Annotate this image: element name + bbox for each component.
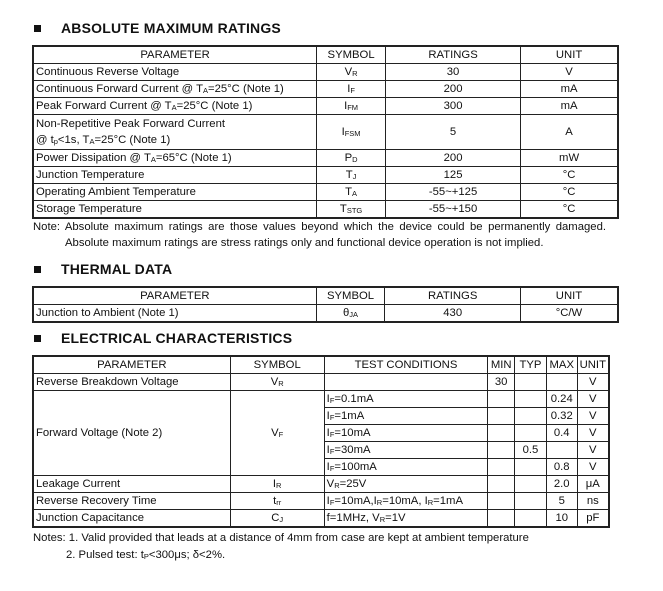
symbol-subscript: R [276,481,282,490]
unit-cell: pF [577,510,609,528]
typ-cell [515,408,547,425]
max-cell: 5 [546,493,577,510]
symbol-subscript: FSM [344,129,361,138]
min-cell [488,408,515,425]
param-cell: Reverse Breakdown Voltage [33,374,230,391]
typ-cell [515,459,547,476]
condition-text: =30mA [334,444,371,456]
param-text: @ t [36,134,54,146]
header-symbol: SYMBOL [230,356,324,374]
max-cell: 2.0 [546,476,577,493]
condition-subscript: F [329,396,335,405]
header-ratings: RATINGS [385,287,520,305]
absolute-maximum-ratings-table [32,45,619,219]
header-symbol: SYMBOL [317,46,386,64]
rating-cell: -55~+150 [385,201,520,219]
condition-cell [324,476,488,493]
symbol-text: I [344,100,348,112]
bullet-icon [34,335,41,342]
rating-cell: 200 [385,150,520,167]
unit-cell: V [577,374,609,391]
param-subscript: A [150,155,156,164]
condition-cell [324,459,488,476]
condition-subscript: R [379,515,386,524]
symbol-text: t [273,495,277,507]
max-cell [546,374,577,391]
header-min: MIN [488,356,515,374]
symbol-subscript: R [278,379,284,388]
condition-cell [324,408,488,425]
typ-cell [515,510,547,528]
param-cell [33,150,317,167]
unit-cell: V [577,459,609,476]
section-title-electrical-characteristics [34,330,292,346]
header-parameter: PARAMETER [33,287,316,305]
table-row [33,167,618,184]
symbol-cell [230,374,324,391]
param-cell [33,64,317,81]
param-cell [33,98,317,115]
symbol-cell [317,81,386,98]
condition-text: I [326,410,330,422]
symbol-cell [317,98,386,115]
unit-cell: V [521,64,618,81]
header-unit: UNIT [520,287,618,305]
unit-cell: mW [521,150,618,167]
bullet-icon [34,266,41,273]
condition-text: =1V [385,512,406,524]
min-cell [488,425,515,442]
symbol-subscript: J [352,172,357,181]
header-unit: UNIT [577,356,609,374]
param-cell: Leakage Current [33,476,230,493]
max-cell: 0.4 [546,425,577,442]
typ-cell [515,425,547,442]
section-title-thermal-data [34,261,172,277]
unit-cell: °C [521,167,618,184]
symbol-subscript: D [352,155,358,164]
symbol-cell [230,510,324,528]
rating-cell: -55~+125 [385,184,520,201]
condition-cell [324,442,488,459]
note-text: 2. Pulsed test: t [66,549,144,561]
header-symbol: SYMBOL [316,287,385,305]
param-subscript: p [53,137,58,146]
table-row-forward-voltage [33,391,609,408]
symbol-subscript: F [350,86,355,95]
condition-text: =10mA, I [382,495,428,507]
param-cell [33,81,317,98]
symbol-cell [317,150,386,167]
symbol-text: P [344,152,353,164]
condition-subscript: R [334,481,340,490]
electrical-notes-line2 [66,549,225,561]
param-cell: Junction Capacitance [33,510,230,528]
condition-text: =0.1mA [334,393,374,405]
max-cell: 10 [546,510,577,528]
min-cell [488,510,515,528]
header-max: MAX [546,356,577,374]
param-cell: Reverse Recovery Time [33,493,230,510]
symbol-subscript: STG [346,206,363,215]
symbol-subscript: R [352,69,358,78]
symbol-subscript: F [278,430,284,439]
table-row [33,305,618,323]
symbol-text: T [339,203,347,215]
table-row-reverse-recovery-time [33,493,609,510]
symbol-cell [230,476,324,493]
unit-cell: μA [577,476,609,493]
condition-text: =100mA [334,461,377,473]
symbol-text: V [344,66,353,78]
min-cell [488,442,515,459]
unit-cell: V [577,425,609,442]
param-subscript: A [171,103,177,112]
unit-cell: mA [521,81,618,98]
min-cell: 30 [488,374,515,391]
condition-text: =10mA [334,427,371,439]
table-row [33,81,618,98]
abs-max-note-line1: Note: Absolute maximum ratings are those values beyond which the device could be permanently damaged. [33,221,606,233]
max-cell [546,442,577,459]
section-title-text: ELECTRICAL CHARACTERISTICS [61,330,293,346]
param-text: =65°C (Note 1) [155,152,232,164]
condition-text: I [326,461,330,473]
typ-cell [515,493,547,510]
rating-cell: 300 [385,98,520,115]
condition-text: I [326,495,330,507]
condition-text: I [326,444,330,456]
param-text: Non-Repetitive Peak Forward Current [36,118,225,130]
table-row-junction-capacitance [33,510,609,528]
condition-subscript: F [329,430,335,439]
rating-cell: 5 [385,115,520,150]
table-header-row [33,356,609,374]
typ-cell [515,374,547,391]
param-cell: Junction to Ambient (Note 1) [33,305,316,323]
condition-subscript: F [329,498,335,507]
symbol-cell [317,167,386,184]
param-text: Power Dissipation @ T [36,152,151,164]
abs-max-note-line2: Absolute maximum ratings are stress ratings only and functional device operation is not implied. [65,237,544,249]
min-cell [488,391,515,408]
table-row [33,201,618,219]
symbol-text: T [345,169,353,181]
symbol-cell [230,493,324,510]
header-parameter: PARAMETER [33,356,230,374]
condition-text: I [326,393,330,405]
unit-cell: °C [521,201,618,219]
condition-cell [324,510,488,528]
condition-text: I [326,427,330,439]
symbol-subscript: J [279,515,284,524]
symbol-cell [230,391,324,476]
unit-cell: V [577,442,609,459]
table-row [33,64,618,81]
symbol-cell [317,64,386,81]
table-row [33,184,618,201]
header-ratings: RATINGS [385,46,520,64]
symbol-subscript: A [352,189,358,198]
table-header-row [33,287,618,305]
condition-text: =10mA,I [334,495,377,507]
condition-text: =1mA [433,495,463,507]
param-text: =25°C (Note 1) [94,134,171,146]
table-row-reverse-breakdown [33,374,609,391]
symbol-subscript: rr [276,498,282,507]
condition-subscript: F [329,413,335,422]
param-cell: Junction Temperature [33,167,317,184]
min-cell [488,459,515,476]
header-typ: TYP [515,356,547,374]
rating-cell: 430 [385,305,520,323]
condition-subscript: F [329,464,335,473]
condition-text: =1mA [334,410,365,422]
unit-cell: °C [521,184,618,201]
bullet-icon [34,25,41,32]
param-cell: Storage Temperature [33,201,317,219]
rating-cell: 30 [385,64,520,81]
max-cell: 0.24 [546,391,577,408]
unit-cell: °C/W [520,305,618,323]
symbol-subscript: JA [349,310,359,319]
symbol-text: I [272,478,277,490]
param-cell [33,115,317,150]
condition-cell [324,391,488,408]
symbol-cell [317,201,386,219]
max-cell: 0.32 [546,408,577,425]
symbol-text: T [345,186,353,198]
header-test-conditions: TEST CONDITIONS [324,356,488,374]
condition-subscript: F [329,447,335,456]
rating-cell: 200 [385,81,520,98]
symbol-text: V [271,427,279,439]
param-text: <1s, T [57,134,90,146]
note-text: <300μs; δ<2%. [148,549,226,561]
condition-subscript: R [427,498,434,507]
param-text: =25°C (Note 1) [176,100,253,112]
typ-cell [515,476,547,493]
param-subscript: A [89,137,95,146]
param-text: Continuous Reverse Voltage [36,66,180,78]
symbol-subscript: FM [347,103,359,112]
table-header-row [33,46,618,64]
table-row [33,150,618,167]
param-text: Continuous Forward Current @ T [36,83,203,95]
unit-cell: V [577,391,609,408]
header-parameter: PARAMETER [33,46,317,64]
condition-cell [324,425,488,442]
condition-cell [324,493,488,510]
header-unit: UNIT [521,46,618,64]
note-subscript: P [143,552,149,561]
unit-cell: V [577,408,609,425]
symbol-text: V [270,376,279,388]
typ-cell [515,391,547,408]
param-cell: Forward Voltage (Note 2) [33,391,230,476]
param-text: Peak Forward Current @ T [36,100,172,112]
unit-cell: A [521,115,618,150]
electrical-characteristics-table [32,355,610,528]
symbol-text: I [341,126,345,138]
param-cell: Operating Ambient Temperature [33,184,317,201]
param-text: =25°C (Note 1) [208,83,284,95]
section-title-text: ABSOLUTE MAXIMUM RATINGS [61,20,281,36]
unit-cell: mA [521,98,618,115]
symbol-text: θ [343,307,350,319]
condition-text: =25V [339,478,367,490]
section-title-text: THERMAL DATA [61,261,173,277]
section-title-absolute-maximum-ratings [34,20,281,36]
symbol-text: C [271,512,280,524]
thermal-data-table [32,286,619,323]
rating-cell: 125 [385,167,520,184]
condition-text: f=1MHz, V [326,512,380,524]
electrical-notes-line1: Notes: 1. Valid provided that leads at a distance of 4mm from case are kept at ambient temperature [33,532,529,544]
table-row-leakage-current [33,476,609,493]
condition-subscript: R [376,498,383,507]
param-text-line2 [36,132,314,148]
condition-cell [324,374,488,391]
symbol-cell [317,184,386,201]
max-cell: 0.8 [546,459,577,476]
table-row [33,115,618,150]
min-cell [488,476,515,493]
symbol-cell [316,305,385,323]
min-cell [488,493,515,510]
typ-cell: 0.5 [515,442,547,459]
unit-cell: ns [577,493,609,510]
symbol-text: I [347,83,351,95]
symbol-cell [317,115,386,150]
param-subscript: A [202,86,208,95]
condition-text: V [326,478,335,490]
table-row [33,98,618,115]
